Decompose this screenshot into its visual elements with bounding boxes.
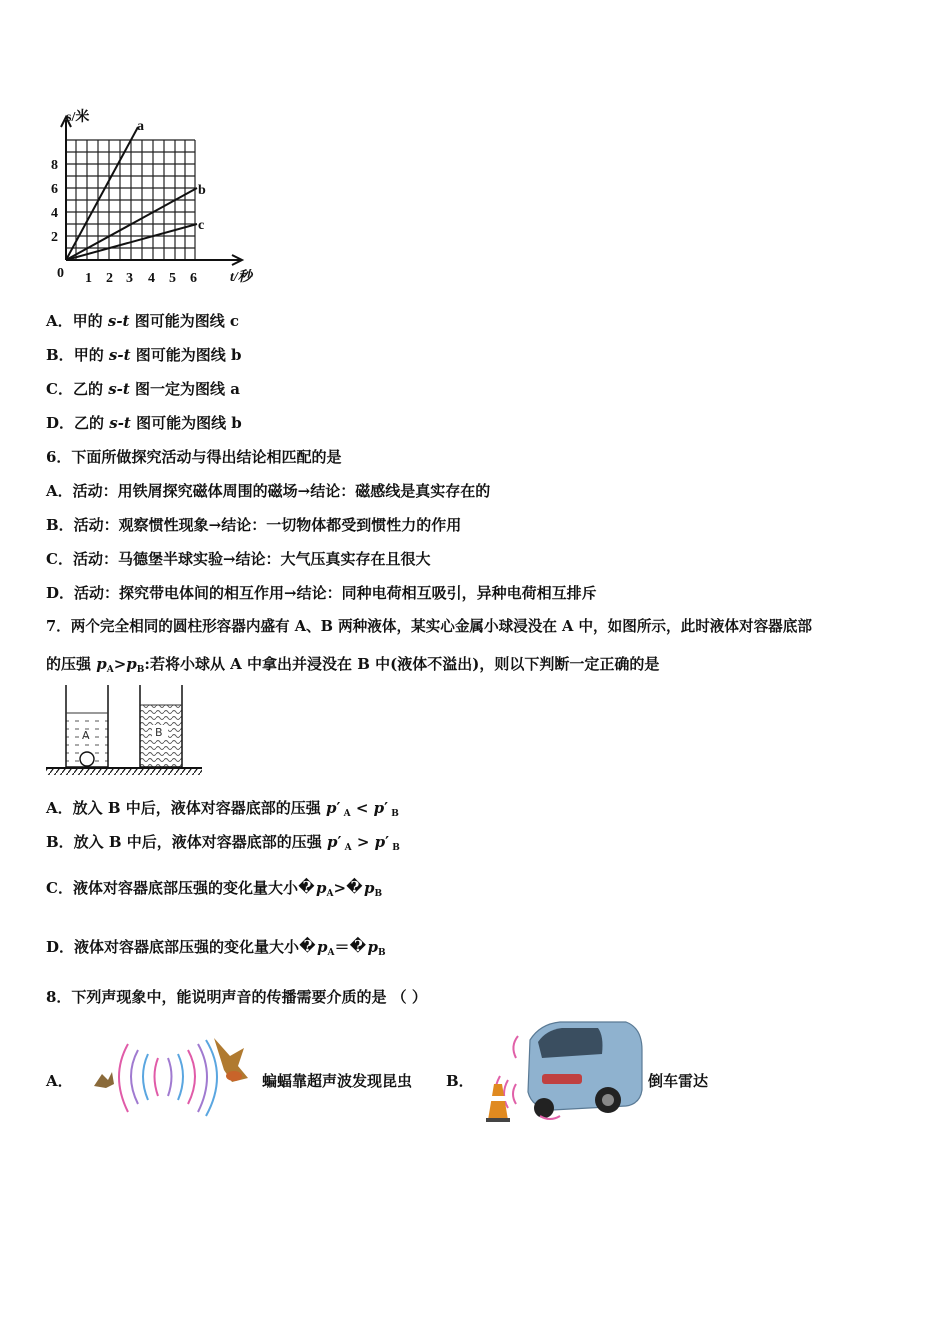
- q7-option-b: B．放入 B 中后，液体对容器底部的压强 p′ $_A$ > p′ $_B$: [46, 833, 400, 853]
- x-tick: 4: [148, 271, 155, 286]
- q6-option-c: C．活动：马德堡半球实验→结论：大气压真实存在且很大: [46, 550, 431, 568]
- x-tick: 3: [126, 271, 133, 286]
- metal-ball: [80, 752, 94, 766]
- origin-label: 0: [57, 266, 64, 281]
- q8-option-b-letter: B．: [446, 1072, 474, 1090]
- q5-option-c: C．乙的 s-t 图一定为图线 a: [46, 380, 240, 398]
- bat-ultrasound-image: [88, 1030, 260, 1122]
- q7-option-a: A．放入 B 中后，液体对容器底部的压强 p′ $_A$ < p′ $_B$: [46, 799, 399, 819]
- container-a-label: A: [82, 729, 90, 742]
- q6-stem: 6．下面所做探究活动与得出结论相匹配的是: [46, 448, 342, 466]
- x-tick: 1: [85, 271, 92, 286]
- y-tick: 2: [51, 230, 58, 245]
- q6-option-a: A．活动：用铁屑探究磁体周围的磁场→结论：磁感线是真实存在的: [46, 482, 491, 500]
- x-tick: 6: [190, 271, 197, 286]
- graph-axes: [61, 117, 242, 265]
- q6-option-b: B．活动：观察惯性现象→结论：一切物体都受到惯性力的作用: [46, 516, 462, 534]
- x-tick: 2: [106, 271, 113, 286]
- y-axis-label: s/米: [66, 110, 90, 125]
- q7-option-d: D．液体对容器底部压强的变化量大小 � $p_A=$ � $p_B$: [46, 937, 386, 958]
- line-label-a: a: [137, 119, 144, 134]
- x-axis-label: t/秒: [230, 270, 252, 285]
- bat-icon: [94, 1072, 114, 1088]
- q6-option-d: D．活动：探究带电体间的相互作用→结论：同种电荷相互吸引，异种电荷相互排斥: [46, 584, 597, 602]
- containers-figure: [44, 685, 209, 777]
- q5-option-b: B．甲的 s-t 图可能为图线 b: [46, 346, 242, 364]
- q7-option-c: C．液体对容器底部压强的变化量大小 � $p_A>$ � $p_B$: [46, 878, 383, 899]
- q8-option-a-text: 蝙蝠靠超声波发现昆虫: [262, 1072, 413, 1090]
- line-label-c: c: [198, 218, 205, 233]
- y-tick: 4: [51, 206, 58, 221]
- st-graph: [40, 105, 270, 290]
- line-label-b: b: [198, 183, 206, 198]
- q8-option-a-letter: A．: [46, 1072, 73, 1090]
- q8-option-b-text: 倒车雷达: [648, 1072, 709, 1090]
- q5-option-d: D．乙的 s-t 图可能为图线 b: [46, 414, 242, 432]
- q5-option-a: A．甲的 s-t 图可能为图线 c: [46, 312, 240, 330]
- q7-stem-line2: 的压强 $p_A>p_B$:若将小球从 A 中拿出并浸没在 B 中(液体不溢出)，则以下判断一定正确的是: [46, 655, 660, 675]
- q7-stem-line1: 7．两个完全相同的圆柱形容器内盛有 A、B 两种液体，某实心金属小球浸没在 A 中，如图所示，此时液体对容器底部: [46, 618, 812, 635]
- q8-stem: 8．下列声现象中，能说明声音的传播需要介质的是 （ ）: [46, 988, 427, 1006]
- y-tick: 8: [51, 158, 58, 173]
- y-tick: 6: [51, 182, 58, 197]
- x-tick: 5: [169, 271, 176, 286]
- container-b-label: B: [155, 726, 163, 739]
- reversing-radar-image: [480, 1020, 646, 1124]
